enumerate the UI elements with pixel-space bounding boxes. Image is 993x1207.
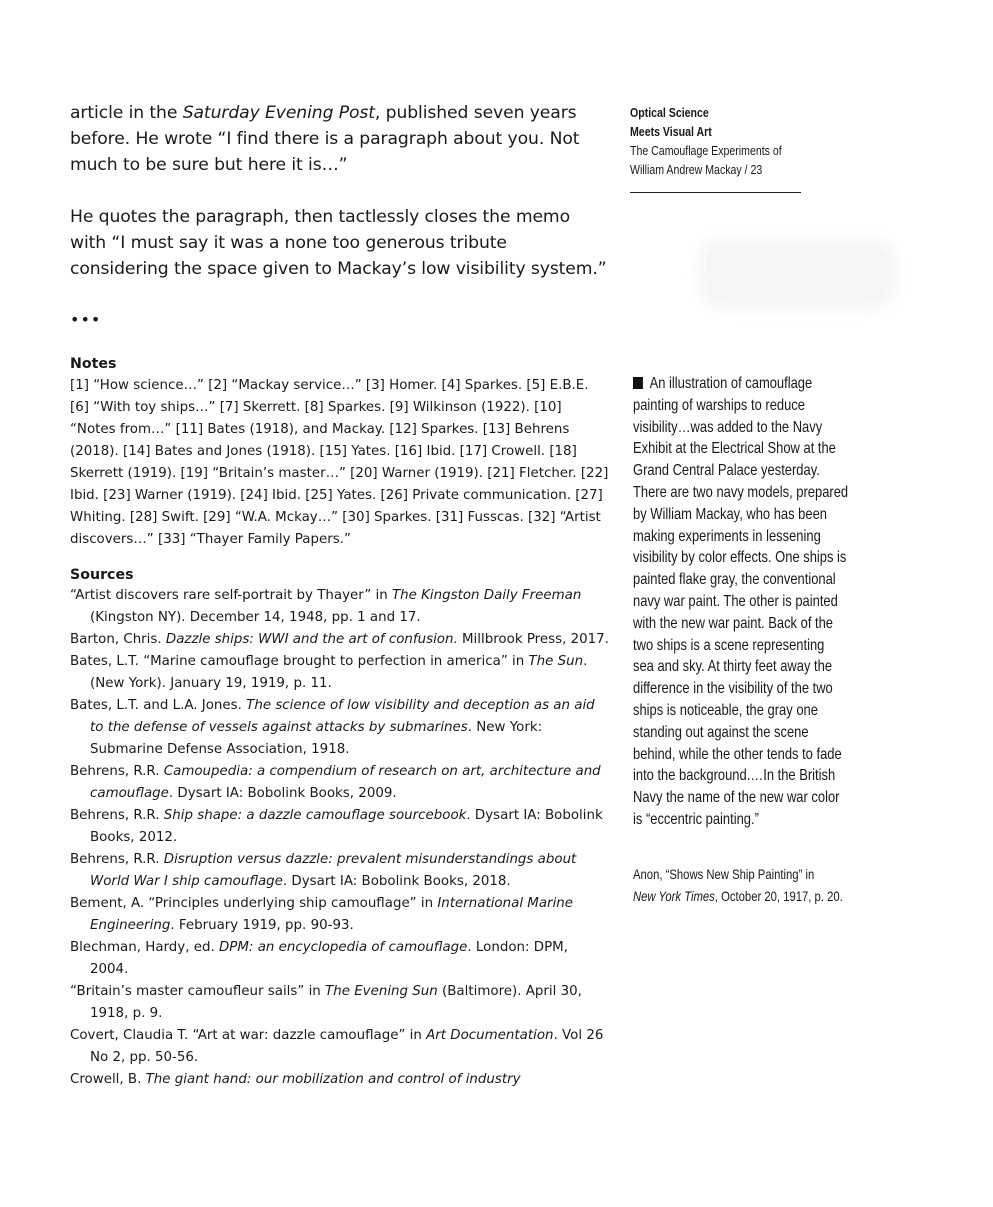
notes-heading: Notes — [70, 356, 117, 372]
header-rule — [630, 192, 801, 193]
body-paragraph-2: He quotes the paragraph, then tactlessly closes the memo with “I must say it was a none too generous tribute considering the space given to Mackay’s low visibility system.” — [70, 207, 607, 279]
running-header — [630, 104, 798, 180]
source-entry: Covert, Claudia T. “Art at war: dazzle camouflage” in Art Documentation. Vol 26 No 2, pp. 50-56. — [70, 1028, 604, 1065]
source-title: The Evening Sun — [325, 984, 438, 999]
sidebar-quote-text: An illustration of camouflage painting of warships to reduce visibility…was added to the Navy Exhibit at the Electrical Show at the Grand Central Palace yesterday. There are two navy models, prepared by William Mackay, who has been making experiments in lessening visibility by color effects. One ships is painted flake gray, the conventional navy war paint. The other is painted with the new war paint. Back of the two ships is a scene representing sea and sky. At thirty feet away the difference in the visibility of the two ships is noticeable, the gray one standing out against the scene behind, while the other tends to fade into the background.…In the British Navy the name of the new war color is “eccentric painting.” — [633, 375, 849, 828]
source-title: The science of low visibility and deception as an aid to the defense of vessels against attacks by submarines — [90, 698, 595, 735]
source-entry: Behrens, R.R. Ship shape: a dazzle camouflage sourcebook. Dysart IA: Bobolink Books, 2012. — [70, 808, 603, 845]
publication-title: Saturday Evening Post — [182, 103, 375, 123]
source-title: The Kingston Daily Freeman — [391, 588, 582, 603]
running-subtitle-line-1: The Camouflage Experiments of — [630, 144, 782, 158]
square-bullet-icon — [633, 377, 643, 389]
source-title: The giant hand: our mobilization and control of industry — [145, 1072, 521, 1087]
source-title: Art Documentation — [426, 1028, 554, 1043]
source-entry: Blechman, Hardy, ed. DPM: an encyclopedia of camouflage. London: DPM, 2004. — [70, 940, 568, 977]
source-entry: Behrens, R.R. Disruption versus dazzle: prevalent misunderstandings about World War I ship camouflage. Dysart IA: Bobolink Books, 2018. — [70, 852, 577, 889]
source-entry: “Artist discovers rare self-portrait by Thayer” in The Kingston Daily Freeman (Kingston NY). December 14, 1948, pp. 1 and 17. — [70, 588, 582, 625]
main-column — [70, 100, 610, 1091]
source-title: DPM: an encyclopedia of camouflage — [218, 940, 468, 955]
running-subtitle-line-2: William Andrew Mackay / 23 — [630, 163, 763, 177]
source-title: International Marine Engineering — [90, 896, 574, 933]
source-title: Camoupedia: a compendium of research on art, architecture and camouflage — [90, 764, 601, 801]
notes-text: [1] “How science…” [2] “Mackay service…” [3] Homer. [4] Sparkes. [5] E.B.E. [6] “With toy ships…” [7] Skerrett. [8] Sparkes. [9] Wilkinson (1922). [10] “Notes from…” [11] Bates (1918), and Mackay. [12] Sparkes. [13] Behrens (2018). [14] Bates and Jones (1918). [15] Yates. [16] Ibid. [17] Crowell. [18] Skerrett (1919). [19] “Britain’s master…” [20] Warner (1919). [21] Fletcher. [22] Ibid. [23] Warner (1919). [24] Ibid. [25] Yates. [26] Private communication. [27] Whiting. [28] Swift. [29] “W.A. Mckay…” [30] Sparkes. [31] Fusscas. [32] “Artist discovers…” [33] “Thayer Family Papers.” — [70, 378, 609, 547]
source-title: Disruption versus dazzle: prevalent misunderstandings about World War I ship camouflage — [90, 852, 577, 889]
faint-smudge — [706, 246, 888, 302]
running-title-line-2: Meets Visual Art — [630, 125, 712, 139]
source-entry: Behrens, R.R. Camoupedia: a compendium of research on art, architecture and camouflage. Dysart IA: Bobolink Books, 2009. — [70, 764, 601, 801]
source-title: Dazzle ships: WWI and the art of confusion. — [165, 632, 458, 647]
source-title: Ship shape: a dazzle camouflage sourcebook — [163, 808, 467, 823]
sidebar-credit: Anon, “Shows New Ship Painting” in New York Times, October 20, 1917, p. 20. — [633, 867, 843, 904]
source-title: The Sun — [528, 654, 584, 669]
sources-list — [70, 585, 610, 1091]
source-entry: Bates, L.T. and L.A. Jones. The science of low visibility and deception as an aid to the defense of vessels against attacks by submarines. New York: Submarine Defense Association, 1918. — [70, 698, 595, 757]
source-entry: Barton, Chris. Dazzle ships: WWI and the art of confusion. Millbrook Press, 2017. — [70, 632, 609, 647]
body-paragraph-1: article in the Saturday Evening Post, published seven years before. He wrote “I find there is a paragraph about you. Not much to be sure but here it is…” — [70, 103, 580, 175]
source-entry: Bement, A. “Principles underlying ship camouflage” in International Marine Engineering. February 1919, pp. 90-93. — [70, 896, 574, 933]
source-entry: “Britain’s master camoufleur sails” in The Evening Sun (Baltimore). April 30, 1918, p. 9. — [70, 984, 582, 1021]
sidebar-quote — [633, 373, 849, 831]
source-entry: Crowell, B. The giant hand: our mobilization and control of industry — [70, 1072, 521, 1087]
credit-publication: New York Times — [633, 889, 715, 904]
running-title-line-1: Optical Science — [630, 106, 709, 120]
sources-heading: Sources — [70, 567, 134, 583]
source-entry: Bates, L.T. “Marine camouflage brought to perfection in america” in The Sun. (New York). January 19, 1919, p. 11. — [70, 654, 588, 691]
section-separator: ••• — [70, 310, 102, 329]
